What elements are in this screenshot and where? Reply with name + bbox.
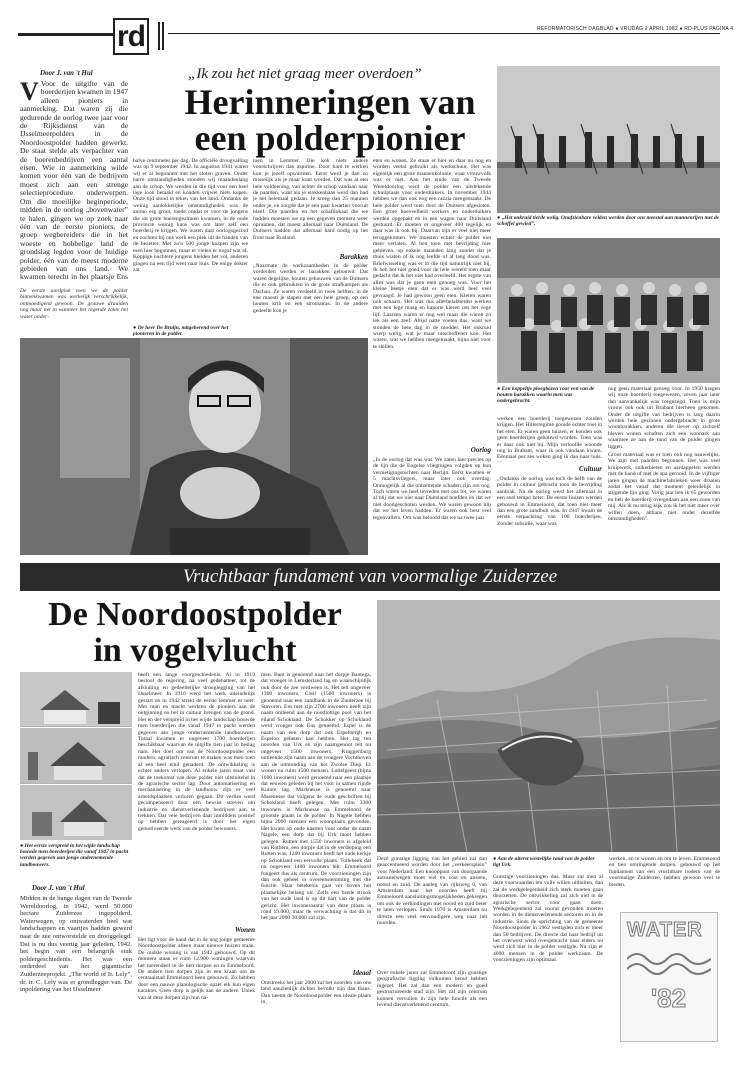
- article1-col6a: nog geen materiaal genoeg voor. In 1950 kregen wij onze boerderij toegewezen, zeven jaar later dan aanvankelijk was toegezegd. Toen is mijn vrouw ook ook uit Brabant hierheen gekomen. Onder de uitgifte van bedrijven is tang daarin werden hele gezinnen ondergebracht in grote woonbarakken, anderen die liever op zichzelf bleven wonen schaften zich een woonark aan waarmee ze aan de rand van de polder gingen liggen.: [608, 386, 720, 450]
- caption-text: Het eerste verspreid in het wijde landschap bouwde men boerderijen die vanaf 1947 in pacht werden gegeven aan jonge ondernemende landbouwers.: [20, 843, 129, 868]
- masthead-logo-bars: [158, 22, 164, 50]
- dropcap: V: [20, 80, 39, 106]
- masthead-rule-left: [18, 33, 113, 36]
- article1-col4a: eten en wonen. Ze staan er hier en daar nu nog en worden veelal gebruikt als werkschuur. Het was eigenlijk een grote mannenkolonie, waar vrouwvolk was er niet. Aan het einde van de Tweede Wereldoorlog werd de polder een uitstekende schuilplaats voor onderduikers. In november 1944 hebben we dan ook nog een razzia meegemaakt. De hele polder werd toen door de Duitsers afgesloten. Een grote hoeveelheid werkers en onderduikers werden opgepakt en in een wagen naar Duitsland gestuurd. Er moeten er ongeveer 400 tegelijk en daar was ik ook bij. Daarvan zijn er veel niet meer teruggekomen. We moesten echter de polder niet meer verlaten. Al ben toen met bevrijding hier gebleven, op enkele maanden lang zonder dat je thuis wisten of ik nog leefde of al lang dood was. Briefwisseling was er in die tijd natuurlijk niet bij. Ik heb het niet goed voor de hele wereld toen maar gedacht dat ik het niet had overleefd. Het ergste van alles was dat je geen eten genoeg was. Voor het kleine beetje eten dat er was werd heel veel gevraagd. Je had gewoon geen eten. Kleren waren ook schaars. Het was dus allerbelabberdst werken met een lege maag en kapotte kleren om het vege lijf. Laarzen waren er nog wel maar die waren zo lek als een zeef. Altijd natte voeten dus, want we stonden de hele dag in de modder. Het onkruid wierp welig, wat je maar uitschoffelen kon. Het waren, wat we hebben meegemaakt, bijna niet voor te stellen.: [373, 158, 491, 350]
- map-caption1: Deze gunstige ligging van het gebied zal dan geaccentueerd worden door het „verkeersplein” voor Nederland. Een knooppunt van doorgaande autosnelwegen moet wel en cost en ansoen, noord en zuid. De aanleg van rijksweg 6, van Amsterdam naar het noorden heeft bij Emmeloord aansluitingsmogelijkheden gekregen om ook de verbindingen met noord en zuid beter te laten verlopen. Sinds 1970 is Amsterdam nu directe een veel eenvoudigere weg naar het noorden.: [377, 856, 487, 927]
- article1-col2-caption: [133, 325, 248, 339]
- article1-col6b: Groot materiaal was er toen ook nog nauwelijks. We zijn met paarden begonnen. Het was veel kruipwerk, suikerbieten en aardappelen werden met de hand of met de spa gerooid. In de vijftiger jaren gingen de machinefabrieken weer draaien zodat het vanaf dat moment geleidelijk in stijgende lijn ging. Vorig jaar ben ik 65 geworden en heb de boerderij overgedaan aan een zoon van mij. Als ik nu terug kijk zou ik het niet meer over willen doen, althans niet onder dezelfde omstandigheden”.: [608, 452, 720, 523]
- article1-col3b: „Naarmate de werkzaamheden in de polder vorderden werden er barakken gebouwd. Dat waren degelijke, houten gebouwen van de Duitsers die er ook gebruikten in de grote strafkampen als Dachau. Ze waren verdeeld in twee helften, in de ene moesti je slapen met een hele groep, op een houten krib en een stromatras. In de andere gedeelte kon je: [253, 263, 368, 314]
- caption-text: „Het onkruid tierde welig. Onafzienbare velden werden door ons meestal aan mannenrijen met de schoffel gewied”.: [497, 215, 720, 228]
- caption-bullet: ●: [497, 386, 502, 392]
- caption-bullet: ●: [20, 843, 25, 849]
- water-title: WATER: [627, 919, 703, 941]
- article2-headline-line2: in vogelvlucht: [93, 632, 297, 669]
- water-82-logo: [620, 912, 718, 1042]
- portrait-photo: [20, 338, 368, 555]
- article1-byline: Door J. van 't Hul: [40, 69, 93, 77]
- article2-subhead-wonen: Wonen: [234, 926, 255, 934]
- masthead-supplement: RD-PLUS PAGINA 4: [684, 26, 734, 32]
- article1-headline: [170, 84, 490, 156]
- caption-bullet: ●: [133, 325, 138, 331]
- article1-lead: [20, 80, 128, 282]
- map-col2: Gunstige voorzieningen dus. Maar zal men al deze voorwaarden ten volle willen uitbuiten, dan zal de werkgelegenheid zich sterk moeten gaan doorzetten. De ontwikkeling zal zich niet in de agrarische sector voor gaan doen. Werkgelegenheid zal vooral gevonden moeten worden in de dienstverlenende sectoren en in de industrie. Sinds de oprichting van de gemeente Noordoostpolder in 1962 vestigden zich er meer dan 50 bedrijven. De directe dat haar bedrijf uit het overwest werd overgebracht naar elders nu werd zich hier in de polder vestigde. Nu zijn er 4000 mensen in de polder werkzaam. De voorzieningen zijn optimaal.: [493, 874, 603, 964]
- article2-col2a: heeft een lange voorgeschiedenis. Al in 1919 besloot de regering, na veel gedebatteer, tot de afsluiting en gedeeltelijke drooglegging van het IJsselmeer. In 1916 werd het werk uiteindelijk gestart en in 1942 strekt de eerste lemmer er neer. Met man en macht werkten de pioniers aan de ontginning en het in cultuur brengen van de grond. Het en der verspreid in het wijde landschap bouwde men boerderijen die vanaf 1947 in pacht werden gegeven aan jonge ondernemende landbouwers. Totaal kwamen er ongeveer 1700 boerderijen beschikbaar waarvan de uitgifte tien jaar in beslag nam. Het doel om van de Noordoostpolder een modern, agrarisch centrum te maken was men toen al een heel eind genaderd. De ontwikkeling is echter anders verlopen. Al enkele jaren staat vast dat de toekomst van deze polder niet uitsluitend in de agrarische sector lag. Door automatisering en mechanisering in de landbouw zijn er veel arbeidsplaatsen verloren gegaan. Dit verlies werd gecompenseerd door een bewust streven om industrie en dienstverlenende bedrijven aan te trekken. Dat vele bedrijven daar inmiddels positief op hebben gereageerd is door het eigen gemotiveerde werk van de polder bewoners.: [138, 672, 255, 832]
- article2-intro: Midden in de bange dagen van de Tweede Wereldoorlog, in 1942, werd 50.000 hectare Zuiderzee ingepolderd. Waterwegen, op ontwaterden heel wat landschappen en vaartjes hadden gewerd naar de zee ontworstelde en drooggelegd. Dat is nu dus veertig jaar geleden, 1942. het begin van een belangrijk stuk poldergeschiedenis. Het was een onderdeel van het gigantische Zuiderzeeprojekt. „The world of Ir. Lely”, dr. ir. C. Lely was er grondlegger van. De inpoldering van het IJsselmeer: [20, 895, 132, 994]
- article1-headline-line1: Herinneringen van: [184, 82, 476, 122]
- article1-headline-line2: een polderpionier: [194, 118, 466, 158]
- article2-col3b: Omstreeks het jaar 2000 zal het noorden van ons land aanzienlijk dichter bevolkt zijn dan thans. Dan neemt de Noordoostpolder een ideale plaats in,: [261, 980, 371, 1006]
- article1-lead-tail: De eerste aardplok toen we de polder binnenkwamen was werkelijk verschrikkelijk, ontmoedigend gewoon. De grauwe draaiden nog maar net in wanneer het regende zakte het water onder-: [20, 288, 128, 320]
- masthead-logo: rd: [113, 22, 149, 52]
- article1-subhead-barakken: Barakken: [339, 253, 368, 261]
- article2-byline: Door J. van 't Hul: [32, 884, 85, 892]
- article1-col5b: „Ondanks de oorlog was toch de helft van de polder in cultuur gebracht toen de bevrijding aanbrak. Na de oorlog werd het allemaal in een snel tempo beter. De eerste huizen werden gebouwd in Emmeloord, dat toen niet meer dan een grote zandbult was. In 1947 kwam de eerste verpachting van 100 boerderijen. Zonder subsidie, waar was: [497, 476, 602, 527]
- caption-text: Aan de uiterst westelijke rand van de polder ligt Urk.: [493, 856, 595, 869]
- map-caption1b: Over enkele jaren zal Emmeloord zijn gunstige geografische ligging volkomen benut hebben ingezet. Het zal dan een modern en goed gestructureerde stad zijn. Het zal zijn centrum kunnen vervullen in zijn hele functie als een levend dienstverlenend centrum.: [377, 970, 487, 1009]
- article2-headline: [20, 597, 370, 669]
- section-banner: Vruchtbaar fundament van voormalige Zuiderzee: [20, 563, 720, 591]
- aerial-photo: [377, 600, 720, 852]
- field-workers-photo: [497, 66, 720, 213]
- article1-subhead-oorlog: Oorlog: [470, 446, 491, 454]
- caption-bullet: ●: [497, 215, 502, 221]
- field-workers-caption: [497, 215, 720, 235]
- caption-text: De heer De Bruijn, mitgeberend over het pionieren in de polder.: [133, 325, 229, 338]
- article1-col4b: „In de oorlog dat was wat. We zaten hier precies op de lijn die de Engelse vliegtuigen volgden op hun vernietigingstochten naar Berlijn. Eerst kwamen er 5 machtsvliegers, maar later ook overdag. Onmogelijk al die ontzettende schaden zijn om nog. Toch waren we heel tevreden met ons lot, we waren al blij dat we niet naar Duitsland hoefden en dat we niet doodgeschoten werden. We waren gewoon blij dat we het leven hadden. Er waren ook best veel tegenvallers. Om was beloofd dat we na twee jaar: [373, 457, 491, 521]
- article2-col3a: men. Bant is genoemd naar het dorpje Bantega, dat vroeger in Lemsterland lag en waarschijnlijk ook door de zee verdween is. Het telt ongeveer 1300 inwoners. Creil (1500 inwoners) is genoemd naar een zandbank in de Zuiderzee bij Stavoren. Ens met zijn 2700 inwoners heeft zijn naam ontleend aan de noodlottige pool van het eiland Schokland. De Schokker op Schokland werd vroeger ook Ens genoemd. Espel is de naam van een dorp dat ook Espelbergh en Espeloo geheten kan hebben. Het lag ten noorden van Urk en zijn naamgenoot telt nu ongeveer 1500 inwoners. Kraggenburg ontleende zijn naam aan de vroegere Vochthoven aan de uitmonding van het Zwolse Diep. Er wonen nu ruim 1500 mensen. Luttelgeest (bijna 1600 inwoners) werd genoemd naar een plaatsje dat eeuwen geleden bij het voor in samen rijnde Kuinre lag. Marknesse is genoemd naar Marenesse dat volgens de oude geschriften bij Schokland heeft gelegen. Met ruim 3300 inwoners is Marknesse na Emmeloord de grootste plaats in de polder. In Nagele hebben bijna 2000 mensen een woonplaats gevonden. Het kwam op oude kaarten voor onder de naam Nagele, een dorp dat bij Urk moet hebben gelegen. Rutten met 1550 inwoners is afgeleid van Rothem, een dorpje dat in de verdieping een Rutten was, 1200 inwoners heeft het oude kerkje op Schokland een eervolle plaats. Tollebeek dat nu ongeveer 1400 inwoners telt. Emmeloord fungeert dus als centrum. De voorzieningen zijn dan ook geheel in overeenstemming met die functie. Haar betekenis gaat ver boven het plaatselijke belang uit. Zelfs een brede strook van het oude land is op dit hart van de polder gericht. Het inwoneraantal van deze plaats is rond 19.000, maar de verwachting is dat dit in het jaar 2000 30.000 zal zijn.: [261, 672, 371, 922]
- map-caption2: [493, 856, 603, 870]
- article1-kicker: „Ik zou het niet graag meer overdoen”: [188, 66, 422, 82]
- article2-subhead-ideaal: Ideaal: [352, 969, 371, 977]
- masthead-publication: REFORMATORISCH DAGBLAD: [537, 26, 614, 32]
- article2-right-col: werken, en te wonen en om te leven. Emmeloord en tien omringende dorpen, gebouwd op het fundament van een vruchtbare bodem van de voormalige Zuiderzee, hebben gewoon veel te bieden.: [609, 856, 720, 888]
- caption-bullet: ●: [493, 856, 498, 862]
- masthead-rule-right: [168, 33, 720, 34]
- farm-photos: [20, 672, 132, 840]
- article1-col5a: werken een boerderij toegewezen zouden krijgen. Het Hitlerregime gooide echter roet in het eten. Er waren geen huizen, er konden ook geen boerderijen gebouwd worden. Toen was er daar ook niet bij. Mijn verloofde woonde nog in Brabant, waar ik ook vandaan kwam. Eénmaal per zes weken ging ik dan naar huis.: [497, 416, 602, 461]
- article2-col2b: Het ligt voor de hand dat in de nog jonge gemeente Noordoostpolder alleen maar nieuwe huizen staan. De oudste woning is van 1942 gebouwd. Op dit moment staan er ruim 12.900 woningen waarvan het merendeel in de tien dorpen en in Emmeloord. De andere tien dorpen zijn in een kraan om de centraalstad Emmeloord heen gebouwd. Zo hebben door een nauwe planologische opzet elk hun eigen karakter. Geen dorp is gelijk aan de andere. Uniek van al deze dorpen zijn hun na-: [138, 937, 255, 1001]
- article2-headline-line1: De Noordoostpolder: [48, 596, 342, 633]
- farm-photos-caption: [20, 843, 132, 877]
- group-photo: [497, 238, 720, 383]
- article1-col2: halve centimeter per dag. De officiële droogvalling was op 9 september 1942. In augustus 1941 waren wij er al begonnen met het sloten graven. Onder barre omstandigheden stonden wij maandenlang aan de schop. We werden in die tijd voor een heel lage loon betaald en konden vrijwel niets kopen. Onze tijd stond in teken van het land. Ondanks de weinig aanlokkelijke omstandigheden was de animo erg groot, mede omdat er voor de jongens die uit grote boerengezinnen kwamen, in de oude provincie weinig kans was om later zelf een boerderij te krijgen. We waren daar oorlogsgezind en zochten bij ons werk een plek uit de handen van de bezetter. Met zo'n 500 jonge knapen zijn we toen hier begonnen, maar er vielen er nogal wat af. Koppige nuchtere jongens hielden het vol, anderen gingen na een tijd weer naar huis. De enige dokter zat: [133, 158, 248, 273]
- masthead-info: REFORMATORISCH DAGBLAD ● VRIJDAG 2 APRIL 1982 ● RD-PLUS PAGINA 4: [537, 26, 734, 32]
- article1-lead-text: Voor de uitgifte van de boerderijen kwamen in 1947 alleen pioniers in aanmerking. Dat waren zij die gedurende de oorlog twee jaar voor de Rijksdienst van de IJsselmeerpolders in de Noordoostpolder hadden gewerkt. De staat stelde als verpachter van de boerenbedrijven een aantal eisen. Wie in aanmerking wilde komen voor één van de bedrijven moest zich aan een strenge selectieprocedure onderwerpen. Om die moeilijke beginperiode, midden in de oorlog „bovenwater” te halen, gingen we op zoek naar één van de eerste pioniers, de groep wegbereiders die in het woeste en hobbelige land de grondslag legden voor de huidige polder, één van de meest moderne gebieden van ons land. We kwamen terecht in het plaatsje Ens: [20, 80, 128, 282]
- caption-text: Een koppeltje ploegbazen voor een van de houten barakken waarin men was ondergebracht.: [497, 386, 595, 405]
- water-year: '82: [651, 983, 687, 1013]
- article1-subhead-cultuur: Cultuur: [579, 465, 602, 473]
- masthead-date: VRIJDAG 2 APRIL 1982: [620, 26, 678, 32]
- group-photo-caption: [497, 386, 602, 414]
- article1-col3a: toen in Lemmer. Die kok niets andere voorschrijven dan aspirine. Door hard te werken kon je jezelf opwarmen. Eerst werd je dan zo misselijk als je maar kunt worden. Dat was al een hele voldoening, van achter de schop vandaan naar de paarden, want als je stokkenhaas werd dan had je het helemaal gedaan. Je kreeg dan 25 mannen onder je, en zorgde dat je een paar kwartier vooruit bleef. Die paarden en het schaftlokaal die we hadden moesten we op een gegeven moment weer opruimen, dat moest allemaal naar Duitsland. De Duitsers hadden dat allemaal hard nodig op het front naar Rusland.: [253, 158, 368, 241]
